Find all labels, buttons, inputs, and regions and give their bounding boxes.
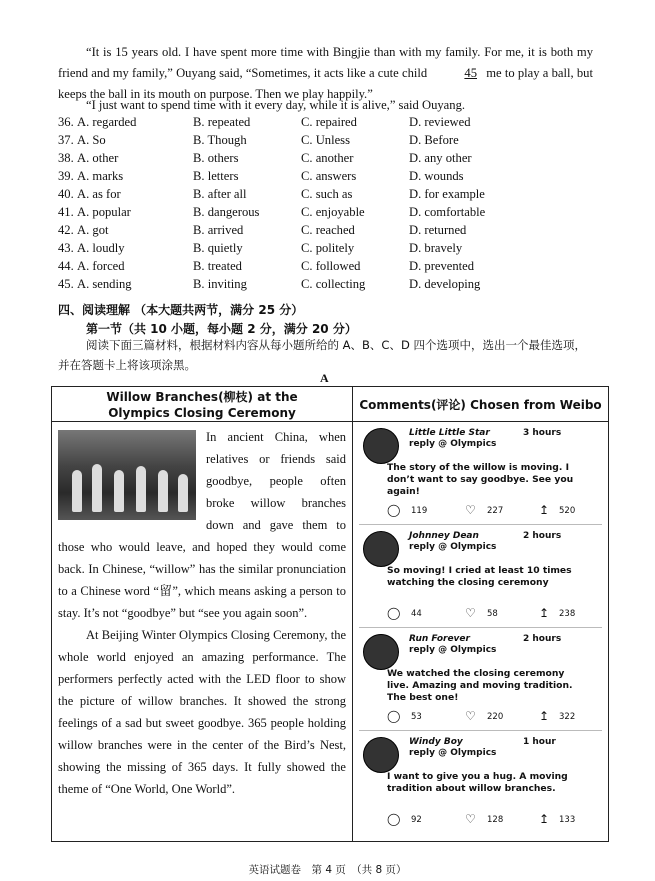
comment-count: 92 bbox=[411, 815, 422, 825]
avatar bbox=[363, 634, 399, 670]
passage-text: “I just want to spend time with it every day, while it is alive,” said Ouyang. bbox=[86, 98, 466, 112]
option-c: C. Unless bbox=[301, 133, 350, 147]
option-a: A. So bbox=[77, 133, 106, 147]
option-row bbox=[58, 133, 598, 151]
option-c: C. repaired bbox=[301, 115, 357, 129]
avatar bbox=[363, 531, 399, 567]
option-row bbox=[58, 187, 598, 205]
option-row bbox=[58, 277, 598, 295]
comment-text: I want to give you a hug. A moving tradition about willow branches. bbox=[387, 771, 568, 794]
option-a: A. popular bbox=[77, 205, 131, 219]
like-icon[interactable]: ♡ bbox=[465, 503, 476, 517]
option-b: B. Though bbox=[193, 133, 247, 147]
blank-45: 45 bbox=[464, 66, 477, 80]
comment-count: 44 bbox=[411, 609, 422, 619]
comment-reply: reply @ Olympics bbox=[409, 439, 497, 449]
comment-stats bbox=[387, 504, 597, 520]
option-b: B. letters bbox=[193, 169, 239, 183]
comment-icon[interactable]: ◯ bbox=[387, 503, 401, 517]
option-c: C. followed bbox=[301, 259, 361, 273]
comment-text: The story of the willow is moving. I don’t want to say goodbye. See you again! bbox=[387, 462, 574, 497]
option-b: B. treated bbox=[193, 259, 242, 273]
question-number: 40. bbox=[58, 187, 74, 201]
option-row bbox=[58, 223, 598, 241]
option-d: D. prevented bbox=[409, 259, 475, 273]
comment-reply: reply @ Olympics bbox=[409, 748, 497, 758]
avatar bbox=[363, 737, 399, 773]
comment-reply: reply @ Olympics bbox=[409, 645, 497, 655]
option-c: C. another bbox=[301, 151, 354, 165]
option-b: B. arrived bbox=[193, 223, 244, 237]
comment-user: Johnney Dean bbox=[409, 531, 479, 541]
comment-user: Run Forever bbox=[409, 634, 470, 644]
passage-text: “It is 15 years old. I have spent more time with Bingjie than with my family. For me, it is both my friend and my family,” Ouyang said, “Sometimes, it acts like a cute child bbox=[58, 45, 593, 80]
option-b: B. after all bbox=[193, 187, 247, 201]
share-icon[interactable]: ↥ bbox=[539, 503, 550, 517]
question-number: 42. bbox=[58, 223, 74, 237]
like-count: 128 bbox=[487, 815, 504, 825]
question-number: 39. bbox=[58, 169, 74, 183]
option-d: D. comfortable bbox=[409, 205, 486, 219]
like-count: 220 bbox=[487, 712, 504, 722]
comment-time: 1 hour bbox=[523, 737, 556, 747]
right-header: Comments(评论) Chosen from Weibo bbox=[359, 398, 602, 412]
question-number: 38. bbox=[58, 151, 74, 165]
option-b: B. dangerous bbox=[193, 205, 260, 219]
section-heading: 四、阅读理解 （本大题共两节，满分 25 分） bbox=[58, 303, 304, 317]
passage-text-after: me to play a ball, but keeps the ball in its mouth on purpose. Then we play happily.” bbox=[58, 66, 593, 101]
article-paragraph-1: In ancient China, when relatives or friends said goodbye, people often broke willow branches down and gave them to those who would leave, and hoped they would come back. In Chinese, “willow” has the similar pronunciation to a Chinese word “留”, which means asking a person to stay. It’s not “goodbye” but “see you again soon”. bbox=[58, 430, 346, 620]
like-icon[interactable]: ♡ bbox=[465, 709, 476, 723]
comment-stats bbox=[387, 710, 597, 726]
section-subheading: 第一节（共 10 小题，每小题 2 分，满分 20 分） bbox=[86, 322, 357, 336]
option-row bbox=[58, 259, 598, 277]
comment-count: 119 bbox=[411, 506, 428, 516]
option-b: B. quietly bbox=[193, 241, 243, 255]
option-d: D. developing bbox=[409, 277, 481, 291]
comment-stats bbox=[387, 607, 597, 623]
option-row bbox=[58, 115, 598, 133]
ceremony-photo bbox=[58, 430, 196, 520]
comment-user: Little Little Star bbox=[409, 428, 490, 438]
share-count: 238 bbox=[559, 609, 576, 619]
option-d: D. returned bbox=[409, 223, 467, 237]
like-count: 58 bbox=[487, 609, 498, 619]
option-d: D. reviewed bbox=[409, 115, 471, 129]
share-count: 133 bbox=[559, 815, 576, 825]
option-a: A. regarded bbox=[77, 115, 137, 129]
comment-card bbox=[359, 628, 602, 731]
comment-icon[interactable]: ◯ bbox=[387, 606, 401, 620]
comment-text: We watched the closing ceremony live. Amazing and moving tradition. The best one! bbox=[387, 668, 573, 703]
question-number: 41. bbox=[58, 205, 74, 219]
avatar bbox=[363, 428, 399, 464]
comment-user: Windy Boy bbox=[409, 737, 463, 747]
comment-stats bbox=[387, 813, 597, 829]
option-b: B. others bbox=[193, 151, 239, 165]
option-a: A. marks bbox=[77, 169, 124, 183]
option-a: A. sending bbox=[77, 277, 132, 291]
option-d: D. Before bbox=[409, 133, 459, 147]
share-count: 322 bbox=[559, 712, 576, 722]
option-a: A. other bbox=[77, 151, 119, 165]
left-header-line-1: Willow Branches(柳枝) at the bbox=[106, 390, 298, 404]
option-c: C. reached bbox=[301, 223, 355, 237]
section-instruction: 阅读下面三篇材料，根据材料内容从每小题所给的 A、B、C、D 四个选项中，选出一个最佳选项，并在答题卡上将该项涂黑。 bbox=[58, 338, 586, 372]
option-b: B. repeated bbox=[193, 115, 251, 129]
option-a: A. got bbox=[77, 223, 109, 237]
question-number: 45. bbox=[58, 277, 74, 291]
like-icon[interactable]: ♡ bbox=[465, 606, 476, 620]
option-a: A. loudly bbox=[77, 241, 125, 255]
option-row bbox=[58, 241, 598, 259]
option-d: D. any other bbox=[409, 151, 472, 165]
question-number: 36. bbox=[58, 115, 74, 129]
comments-list bbox=[353, 422, 608, 833]
right-header-cell bbox=[353, 387, 609, 422]
comment-time: 2 hours bbox=[523, 531, 562, 541]
share-count: 520 bbox=[559, 506, 576, 516]
comment-reply: reply @ Olympics bbox=[409, 542, 497, 552]
option-c: C. enjoyable bbox=[301, 205, 365, 219]
article-paragraph-2: At Beijing Winter Olympics Closing Ceremony, the whole world enjoyed an amazing performance. The performers perfectly acted with the LED floor to show the picture of willow branches. It showed the strong feelings of a sad but sweet goodbye. 365 people holding willow branches were in the center of the Bird’s Nest, showing the missing of 365 days. It fully showed the theme of “One World, One World”. bbox=[58, 628, 346, 796]
share-icon[interactable]: ↥ bbox=[539, 812, 550, 826]
comments-cell bbox=[353, 422, 609, 842]
option-a: A. as for bbox=[77, 187, 121, 201]
comment-icon[interactable]: ◯ bbox=[387, 709, 401, 723]
option-c: C. answers bbox=[301, 169, 357, 183]
option-d: D. wounds bbox=[409, 169, 464, 183]
comment-icon[interactable]: ◯ bbox=[387, 812, 401, 826]
article-cell bbox=[52, 422, 353, 842]
comment-card bbox=[359, 731, 602, 833]
option-row bbox=[58, 205, 598, 223]
comment-time: 3 hours bbox=[523, 428, 562, 438]
option-c: C. such as bbox=[301, 187, 353, 201]
reading-table bbox=[51, 386, 609, 842]
share-icon[interactable]: ↥ bbox=[539, 606, 550, 620]
share-icon[interactable]: ↥ bbox=[539, 709, 550, 723]
question-number: 44. bbox=[58, 259, 74, 273]
comment-text: So moving! I cried at least 10 times watching the closing ceremony bbox=[387, 565, 572, 588]
option-a: A. forced bbox=[77, 259, 125, 273]
option-d: D. bravely bbox=[409, 241, 463, 255]
left-header-cell bbox=[52, 387, 353, 422]
page-footer: 英语试题卷 第 4 页 （共 8 页） bbox=[248, 864, 407, 876]
passage-paragraph-2 bbox=[58, 95, 593, 116]
option-c: C. collecting bbox=[301, 277, 366, 291]
question-number: 37. bbox=[58, 133, 74, 147]
passage-label: A bbox=[320, 371, 329, 385]
comment-card bbox=[359, 525, 602, 628]
option-c: C. politely bbox=[301, 241, 355, 255]
option-row bbox=[58, 169, 598, 187]
option-b: B. inviting bbox=[193, 277, 247, 291]
comment-time: 2 hours bbox=[523, 634, 562, 644]
comment-count: 53 bbox=[411, 712, 422, 722]
left-header-line-2: Olympics Closing Ceremony bbox=[108, 406, 296, 420]
option-row bbox=[58, 151, 598, 169]
question-number: 43. bbox=[58, 241, 74, 255]
option-d: D. for example bbox=[409, 187, 485, 201]
like-count: 227 bbox=[487, 506, 504, 516]
like-icon[interactable]: ♡ bbox=[465, 812, 476, 826]
comment-card bbox=[359, 422, 602, 525]
